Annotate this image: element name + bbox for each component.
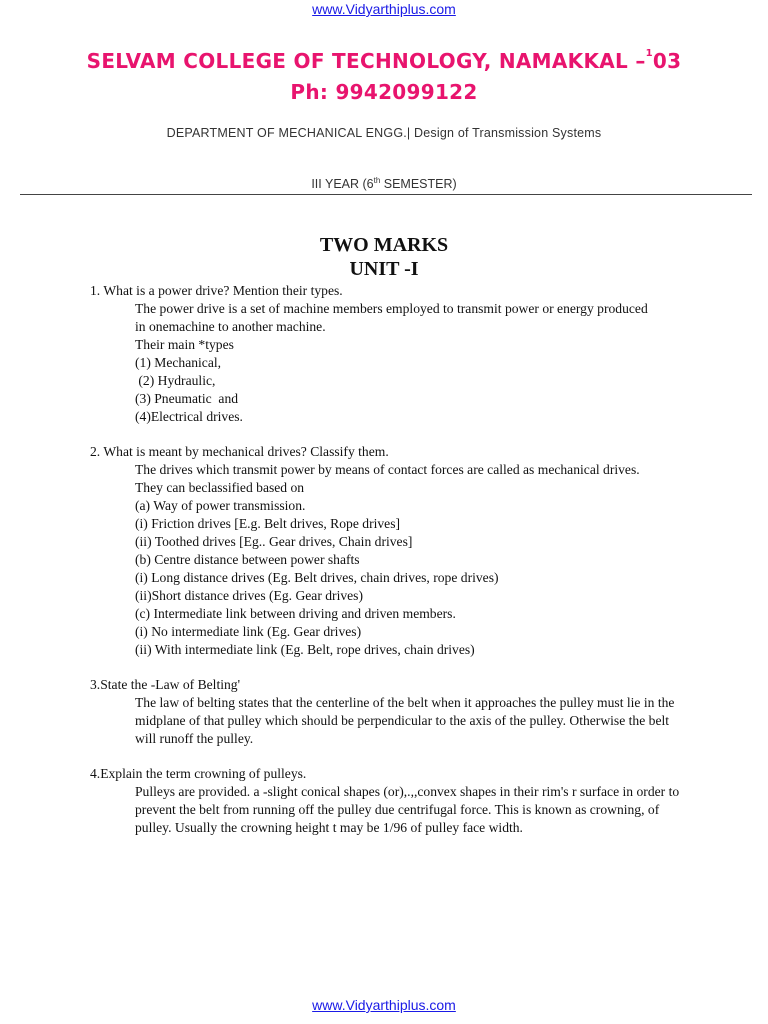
- question-title: 1. What is a power drive? Mention their types.: [90, 283, 343, 298]
- answer-line: (b) Centre distance between power shafts: [135, 552, 360, 567]
- answer-line: The power drive is a set of machine members employed to transmit power or energy produced in onemachine to another machine.: [135, 301, 648, 334]
- unit-heading: UNIT -I: [349, 258, 419, 280]
- answer: [90, 694, 690, 748]
- header-divider: [20, 194, 752, 195]
- question-4: [90, 765, 690, 837]
- answer-line: The law of belting states that the centerline of the belt when it approaches the pulley must lie in the midplane of that pulley which should be perpendicular to the axis of the pulley. Otherwise the belt will runoff the pulley.: [135, 695, 675, 746]
- answer-line: Pulleys are provided. a -slight conical shapes (or),.,,convex shapes in their rim's r surface in order to prevent the belt from running off the pulley due centrifugal force. This is known as crowning, of pulley. Usually the crowning height t may be 1/96 of pulley face width.: [135, 784, 680, 835]
- question-title: 4.Explain the term crowning of pulleys.: [90, 766, 307, 781]
- answer: [90, 300, 690, 426]
- answer-line: (ii)Short distance drives (Eg. Gear drives): [135, 588, 364, 603]
- answer-line: (3) Pneumatic and: [135, 391, 239, 406]
- website-link-bottom[interactable]: www.Vidyarthiplus.com: [312, 997, 456, 1013]
- answer-line: (c) Intermediate link between driving and driven members.: [135, 606, 456, 621]
- question-3: [90, 676, 690, 748]
- college-phone: Ph: 9942099122: [290, 80, 478, 104]
- answer-line: (i) Long distance drives (Eg. Belt drives, chain drives, rope drives): [135, 570, 499, 585]
- answer: [90, 783, 690, 837]
- answer-line: (1) Mechanical,: [135, 355, 222, 370]
- answer-line: The drives which transmit power by means of contact forces are called as mechanical drives. They can beclassified based on: [135, 462, 640, 495]
- answer-line: (2) Hydraulic,: [135, 373, 216, 388]
- answer-line: (ii) With intermediate link (Eg. Belt, rope drives, chain drives): [135, 642, 475, 657]
- answer-line: (ii) Toothed drives [Eg.. Gear drives, Chain drives]: [135, 534, 413, 549]
- question-title: 2. What is meant by mechanical drives? Classify them.: [90, 444, 389, 459]
- question-2: [90, 443, 690, 659]
- department-line: DEPARTMENT OF MECHANICAL ENGG.| Design of Transmission Systems: [166, 126, 602, 140]
- questions-section: [90, 282, 690, 837]
- question-title: 3.State the -Law of Belting': [90, 677, 241, 692]
- college-name: SELVAM COLLEGE OF TECHNOLOGY, NAMAKKAL –$^1$03: [86, 48, 682, 73]
- question-1: [90, 282, 690, 426]
- page-title: TWO MARKS: [319, 234, 449, 256]
- answer-line: Their main *types: [135, 337, 234, 352]
- website-link-top[interactable]: www.Vidyarthiplus.com: [312, 1, 456, 17]
- answer-line: (4)Electrical drives.: [135, 409, 243, 424]
- answer-line: (i) Friction drives [E.g. Belt drives, Rope drives]: [135, 516, 401, 531]
- answer: [90, 461, 690, 659]
- answer-line: (i) No intermediate link (Eg. Gear drives): [135, 624, 362, 639]
- year-semester-line: III YEAR (6th SEMESTER): [311, 176, 457, 192]
- answer-line: (a) Way of power transmission.: [135, 498, 306, 513]
